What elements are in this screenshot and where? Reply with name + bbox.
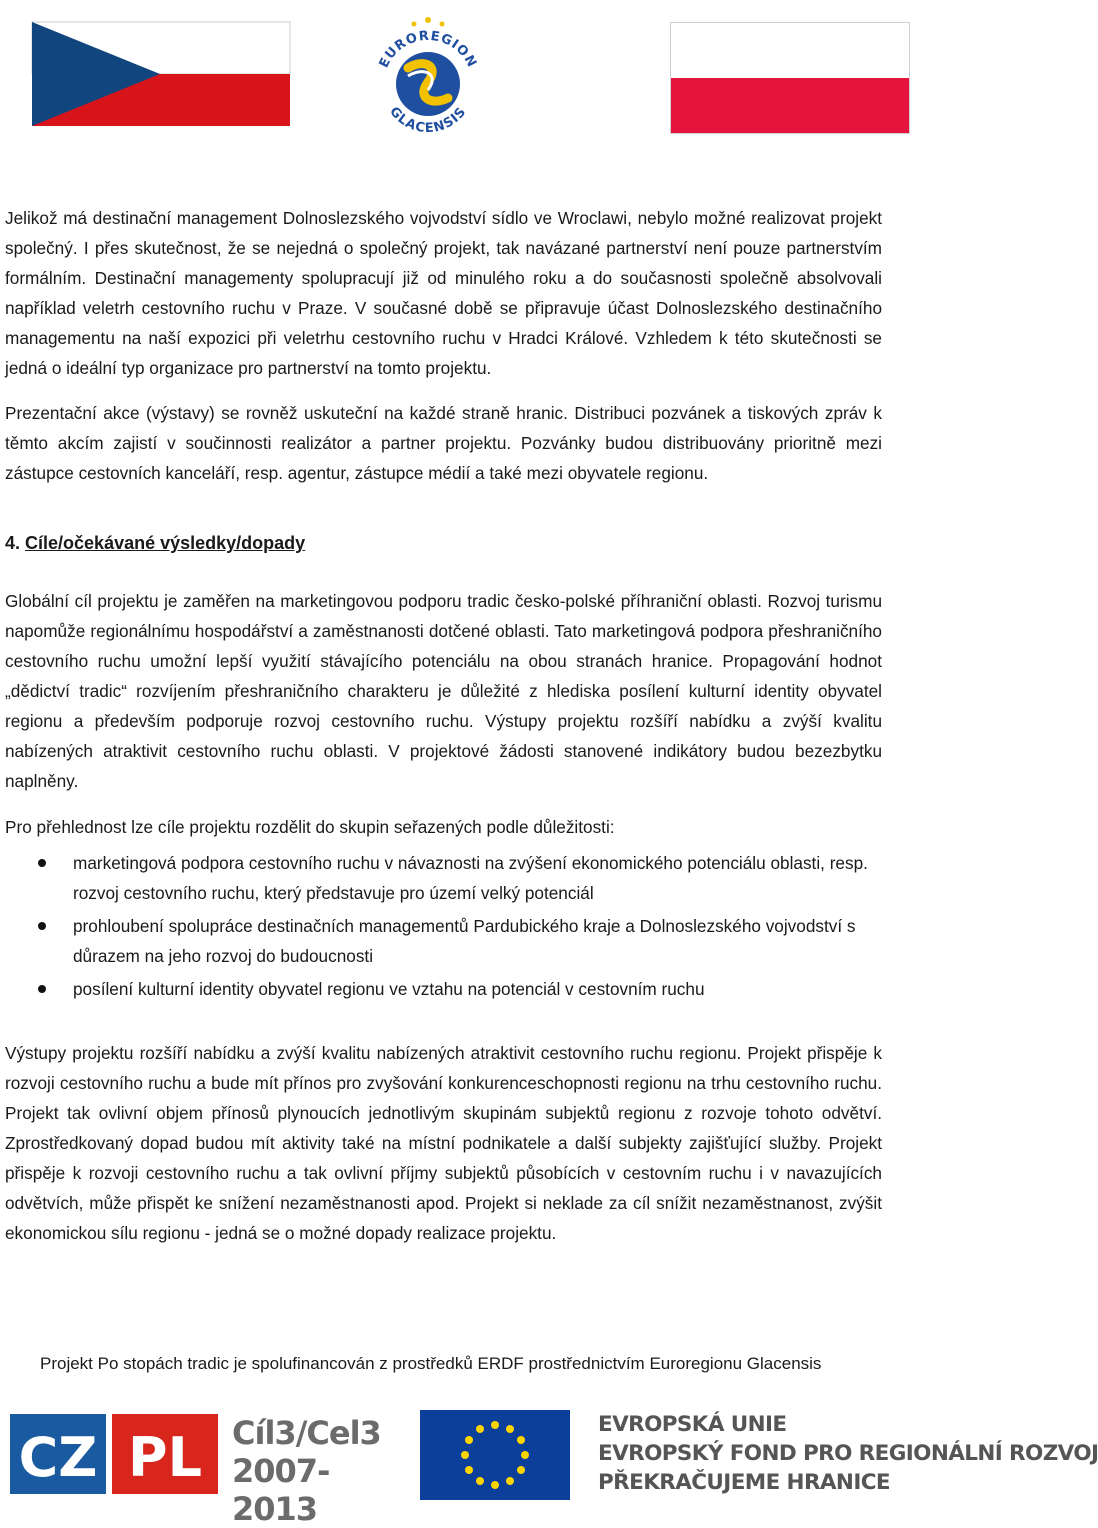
polish-flag-red <box>671 78 909 133</box>
paragraph-presentation: Prezentační akce (výstavy) se rovněž uskuteční na každé straně hranic. Distribuci pozvánek a tiskových zpráv k těmto akcím zajistí v součinnosti realizátor a partner projektu. Pozvánky budou distribuovány prioritně mezi zástupce cestovních kanceláří, resp. agentur, zástupce médií a také mezi obyvatele regionu. <box>5 403 882 483</box>
program-label <box>232 1414 381 1528</box>
czpl-logo <box>8 1408 220 1500</box>
paragraph-partnership: Jelikož má destinační management Dolnoslezského vojvodství sídlo ve Wroclawi, nebylo možné realizovat projekt společný. I přes skutečnost, že se nejedná o společný projekt, tak navázané partnerství není pouze partnerstvím formálním. Destinační managementy spolupracují již od minulého roku a do současnosti společně absolvovali například veletrh cestovního ruchu v Praze. V současné době se připravuje účast Dolnoslezského destinačního managementu na naší expozici při veletrhu cestovního ruchu v Hradci Králové. Vzhledem k této skutečnosti se jedná o ideální typ organizace pro partnerství na tomto projektu. <box>5 208 882 378</box>
paragraph-outputs: Výstupy projektu rozšíří nabídku a zvýší kvalitu nabízených atraktivit cestovního ruchu regionu. Projekt přispěje k rozvoji cestovního ruchu a bude mít přínos pro zvyšování konkurenceschopnosti regionu na trhu cestovního ruchu. Projekt tak ovlivní objem přínosů plynoucích jednotlivým skupinám subjektů regionu z rozvoje tohoto odvětví. Zprostředkovaný dopad budou mít aktivity také na místní podnikatele a další subjekty zajišťující služby. Projekt přispěje k rozvoji cestovního ruchu a tak ovlivní příjmy subjektů působících v cestovním ruchu i v navazujících odvětvích, může přispět ke snížení nezaměstnanosti apod. Projekt si neklade za cíl snížit nezaměstnanost, zvýšit ekonomickou sílu regionu - jedná se o možné dopady realizace projektu. <box>5 1043 882 1243</box>
list-item-text: posílení kulturní identity obyvatel regionu ve vztahu na potenciál v cestovním ruchu <box>73 979 705 999</box>
eu-line-slogan: PŘEKRAČUJEME HRANICE <box>598 1470 890 1495</box>
polish-flag <box>670 22 910 134</box>
list-item <box>5 974 882 1004</box>
footer-funding-note: Projekt Po stopách tradic je spolufinancován z prostředků ERDF prostřednictvím Euroregionu Glacensis <box>40 1354 822 1373</box>
eu-line-fund: EVROPSKÝ FOND PRO REGIONÁLNÍ ROZVOJ <box>598 1441 1098 1466</box>
bullet-icon <box>38 922 46 930</box>
paragraph-goal-groups-intro: Pro přehlednost lze cíle projektu rozdělit do skupin seřazených podle důležitosti: <box>5 817 615 837</box>
bullet-icon <box>38 859 46 867</box>
goals-list <box>5 848 882 1004</box>
list-item-text: prohloubení spolupráce destinačních managementů Pardubického kraje a Dolnoslezského vojvodství s důrazem na jeho rozvoj do budoucnosti <box>73 916 856 966</box>
svg-text:CZ: CZ <box>18 1426 98 1489</box>
czech-flag <box>32 22 290 126</box>
footer-logos <box>0 1398 1098 1528</box>
list-item-text: marketingová podpora cestovního ruchu v návaznosti na zvýšení ekonomického potenciálu oblasti, resp. rozvoj cestovního ruchu, který představuje pro území velký potenciál <box>73 853 868 903</box>
page-header <box>0 0 960 160</box>
svg-text:PL: PL <box>128 1426 202 1489</box>
eu-line-union: EVROPSKÁ UNIE <box>598 1412 787 1437</box>
eu-funding-text <box>598 1410 1098 1497</box>
list-item <box>5 848 882 908</box>
list-item <box>5 911 882 971</box>
svg-text:GLACENSIS: GLACENSIS <box>386 104 470 137</box>
program-goal: Cíl3/Cel3 <box>232 1414 381 1452</box>
bullet-icon <box>38 985 46 993</box>
program-period: 2007-2013 <box>232 1452 330 1528</box>
section-heading <box>5 528 882 558</box>
document-body <box>5 203 882 1248</box>
section-number: 4. <box>5 533 21 553</box>
polish-flag-white <box>671 23 909 78</box>
svg-text:EUROREGION: EUROREGION <box>376 28 480 71</box>
euroregion-glacensis-logo <box>368 6 488 158</box>
section-title: Cíle/očekávané výsledky/dopady <box>25 533 306 553</box>
eu-flag-icon <box>420 1410 570 1500</box>
paragraph-global-goal: Globální cíl projektu je zaměřen na marketingovou podporu tradic česko-polské příhraniční oblasti. Rozvoj turismu napomůže regionálnímu hospodářství a zaměstnanosti dotčené oblasti. Tato marketingová podpora přeshraničního cestovního ruchu umožní lepší využití stávajícího potenciálu na obou stranách hranice. Propagování hodnot „dědictví tradic“ rozvíjením přeshraničního charakteru je důležité z hlediska posílení kulturní identity obyvatel regionu a především podporuje rozvoj cestovního ruchu. Výstupy projektu rozšíří nabídku a zvýší kvalitu nabízených atraktivit cestovního ruchu oblasti. V projektové žádosti stanovené indikátory budou bezezbytku naplněny. <box>5 591 882 791</box>
